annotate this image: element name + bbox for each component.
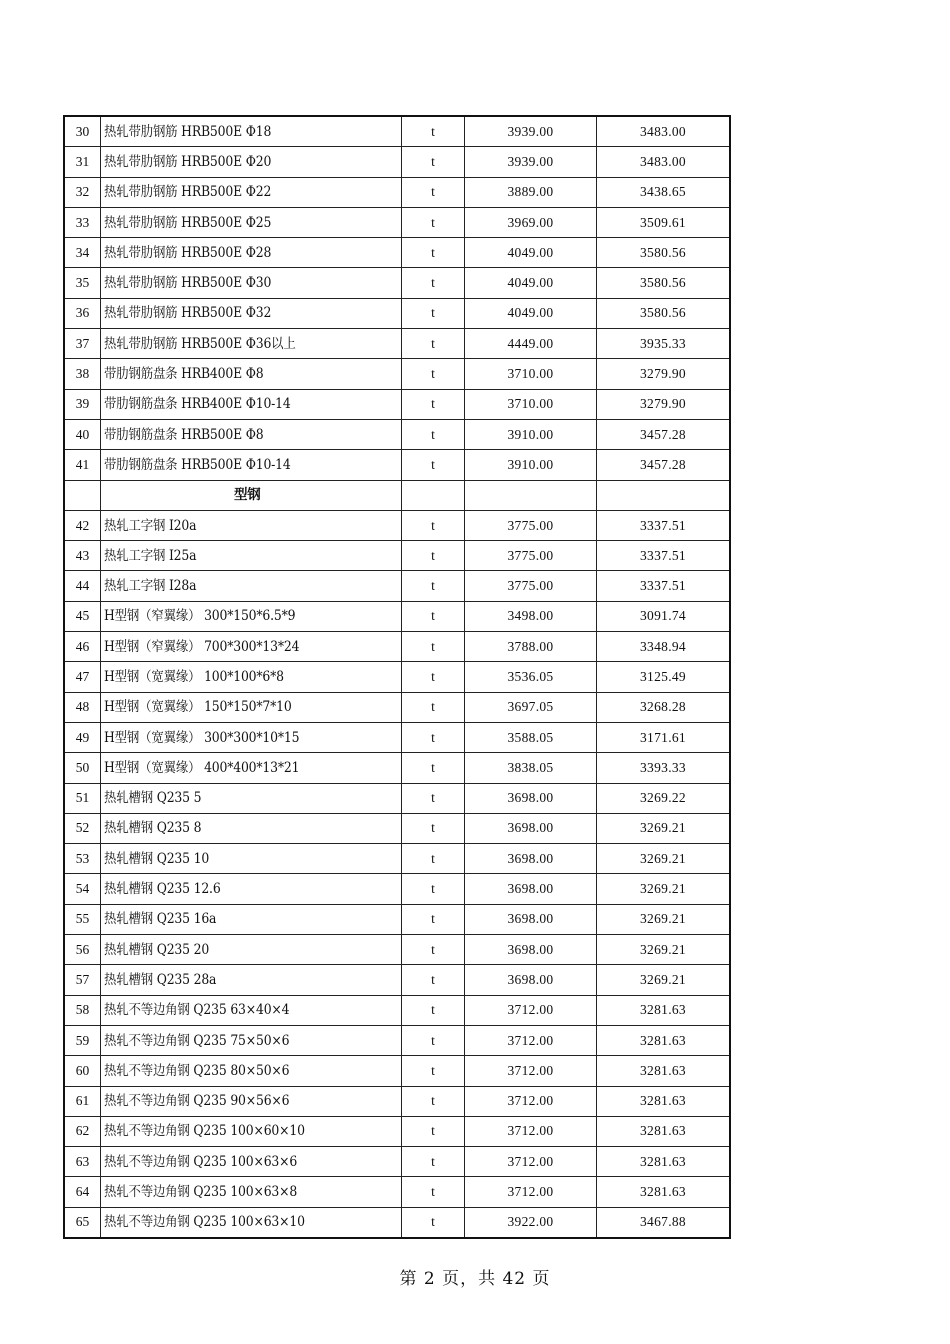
unit-cell: t [402, 844, 465, 874]
item-number-cell: 65 [64, 1207, 101, 1238]
item-name-cell [101, 177, 402, 207]
unit-cell: t [402, 268, 465, 298]
item-name-text: 热轧不等边角钢 Q235 90×56×6 [104, 1093, 290, 1110]
table-row [64, 177, 730, 207]
item-number-cell: 40 [64, 419, 101, 449]
table-row [64, 329, 730, 359]
price-tax-included-cell: 3698.00 [465, 874, 597, 904]
unit-cell: t [402, 662, 465, 692]
item-name-text: H型钢（窄翼缘） 300*150*6.5*9 [104, 608, 296, 625]
price-tax-excluded-cell: 3269.21 [597, 844, 731, 874]
item-number-cell: 33 [64, 207, 101, 237]
price-tax-excluded-cell: 3281.63 [597, 1177, 731, 1207]
item-name-text: 热轧不等边角钢 Q235 100×63×6 [104, 1153, 298, 1170]
item-number-cell: 59 [64, 1025, 101, 1055]
item-name-cell [101, 359, 402, 389]
item-name-cell [101, 389, 402, 419]
unit-cell: t [402, 450, 465, 480]
item-name-text: 热轧带肋钢筋 HRB500E Φ36以上 [104, 335, 296, 352]
item-name-cell [101, 874, 402, 904]
item-name-text: 热轧槽钢 Q235 10 [104, 850, 210, 867]
unit-cell: t [402, 632, 465, 662]
item-name-cell [101, 1086, 402, 1116]
item-name-cell [101, 813, 402, 843]
item-name-cell [101, 541, 402, 571]
item-name-text: H型钢（宽翼缘） 300*300*10*15 [104, 729, 300, 746]
price-tax-excluded-cell: 3269.21 [597, 965, 731, 995]
table-row [64, 207, 730, 237]
price-tax-included-cell: 3712.00 [465, 1177, 597, 1207]
item-name-cell [101, 1177, 402, 1207]
unit-cell: t [402, 1056, 465, 1086]
item-number-cell: 64 [64, 1177, 101, 1207]
item-number-cell: 50 [64, 753, 101, 783]
price-tax-included-cell: 3697.05 [465, 692, 597, 722]
table-row [64, 1147, 730, 1177]
table-row [64, 632, 730, 662]
item-name-text: 带肋钢筋盘条 HRB500E Φ8 [104, 426, 264, 443]
unit-cell: t [402, 1177, 465, 1207]
item-name-cell [101, 692, 402, 722]
table-row [64, 662, 730, 692]
unit-cell: t [402, 510, 465, 540]
item-name-cell [101, 298, 402, 328]
item-number-cell: 47 [64, 662, 101, 692]
price-tax-included-cell: 3922.00 [465, 1207, 597, 1238]
item-number-cell: 45 [64, 601, 101, 631]
price-tax-included-cell: 3775.00 [465, 571, 597, 601]
item-number-cell: 37 [64, 329, 101, 359]
table-row [64, 1177, 730, 1207]
price-tax-excluded-cell: 3269.21 [597, 874, 731, 904]
table-row [64, 389, 730, 419]
price-tax-included-cell: 3498.00 [465, 601, 597, 631]
table-row [64, 116, 730, 147]
unit-cell: t [402, 571, 465, 601]
price-tax-excluded-cell: 3935.33 [597, 329, 731, 359]
item-name-text: 热轧槽钢 Q235 16a [104, 911, 217, 928]
item-name-text: 带肋钢筋盘条 HRB500E Φ10-14 [104, 456, 291, 473]
item-number-cell: 61 [64, 1086, 101, 1116]
item-name-cell [101, 632, 402, 662]
table-row [64, 753, 730, 783]
item-name-cell [101, 268, 402, 298]
item-number-cell: 49 [64, 722, 101, 752]
price-tax-included-cell: 3698.00 [465, 813, 597, 843]
unit-cell: t [402, 1147, 465, 1177]
table-row [64, 1116, 730, 1146]
unit-cell: t [402, 1086, 465, 1116]
price-tax-excluded-cell: 3483.00 [597, 147, 731, 177]
unit-cell: t [402, 601, 465, 631]
price-tax-excluded-cell: 3580.56 [597, 268, 731, 298]
unit-cell: t [402, 147, 465, 177]
price-tax-included-cell: 4049.00 [465, 298, 597, 328]
price-tax-excluded-cell: 3580.56 [597, 298, 731, 328]
table-row [64, 298, 730, 328]
item-name-text: 热轧工字钢 I20a [104, 517, 197, 534]
unit-cell: t [402, 904, 465, 934]
table-row [64, 844, 730, 874]
item-name-text: H型钢（窄翼缘） 700*300*13*24 [104, 638, 300, 655]
unit-cell: t [402, 207, 465, 237]
item-name-cell [101, 844, 402, 874]
item-name-text: 热轧槽钢 Q235 20 [104, 941, 210, 958]
item-name-text: 带肋钢筋盘条 HRB400E Φ8 [104, 366, 264, 383]
price-tax-included-cell: 4049.00 [465, 268, 597, 298]
unit-cell: t [402, 298, 465, 328]
price-tax-excluded-cell: 3457.28 [597, 419, 731, 449]
unit-cell: t [402, 935, 465, 965]
unit-cell: t [402, 359, 465, 389]
table-row [64, 965, 730, 995]
table-row [64, 359, 730, 389]
item-number-cell: 62 [64, 1116, 101, 1146]
item-name-text: 热轧带肋钢筋 HRB500E Φ28 [104, 244, 272, 261]
item-name-text: 热轧带肋钢筋 HRB500E Φ20 [104, 153, 272, 170]
item-name-cell [101, 329, 402, 359]
table-row [64, 238, 730, 268]
table-row [64, 722, 730, 752]
item-number-cell: 42 [64, 510, 101, 540]
item-name-cell [101, 904, 402, 934]
table-row [64, 268, 730, 298]
item-number-cell [64, 480, 101, 510]
item-name-cell [101, 116, 402, 147]
price-tax-excluded-cell: 3281.63 [597, 995, 731, 1025]
price-tax-included-cell: 3788.00 [465, 632, 597, 662]
price-tax-included-cell: 3712.00 [465, 995, 597, 1025]
price-tax-included-cell: 3712.00 [465, 1086, 597, 1116]
page-footer: 第 2 页，共 42 页 [399, 1269, 551, 1289]
table-row [64, 935, 730, 965]
item-name-text: 热轧工字钢 I25a [104, 547, 197, 564]
price-tax-excluded-cell: 3269.21 [597, 813, 731, 843]
price-tax-excluded-cell: 3279.90 [597, 389, 731, 419]
item-number-cell: 36 [64, 298, 101, 328]
price-tax-included-cell [465, 480, 597, 510]
item-number-cell: 32 [64, 177, 101, 207]
table-row [64, 1025, 730, 1055]
price-tax-included-cell: 3969.00 [465, 207, 597, 237]
item-name-text: 热轧工字钢 I28a [104, 578, 197, 595]
price-tax-excluded-cell: 3281.63 [597, 1116, 731, 1146]
table-row [64, 450, 730, 480]
item-name-cell [101, 995, 402, 1025]
table-row [64, 692, 730, 722]
price-tax-included-cell: 3536.05 [465, 662, 597, 692]
price-tax-excluded-cell: 3337.51 [597, 571, 731, 601]
unit-cell: t [402, 874, 465, 904]
price-tax-excluded-cell: 3580.56 [597, 238, 731, 268]
table-row [64, 1056, 730, 1086]
item-number-cell: 38 [64, 359, 101, 389]
unit-cell: t [402, 1116, 465, 1146]
price-tax-included-cell: 3939.00 [465, 116, 597, 147]
price-tax-excluded-cell: 3269.21 [597, 904, 731, 934]
price-tax-included-cell: 3910.00 [465, 419, 597, 449]
item-name-cell [101, 1116, 402, 1146]
item-name-cell [101, 1025, 402, 1055]
unit-cell: t [402, 753, 465, 783]
unit-cell: t [402, 116, 465, 147]
item-name-text: 带肋钢筋盘条 HRB400E Φ10-14 [104, 396, 291, 413]
price-tax-included-cell: 3698.00 [465, 935, 597, 965]
unit-cell: t [402, 995, 465, 1025]
price-tax-excluded-cell: 3438.65 [597, 177, 731, 207]
table-row [64, 1207, 730, 1238]
price-tax-excluded-cell: 3281.63 [597, 1056, 731, 1086]
item-name-cell [101, 147, 402, 177]
item-number-cell: 43 [64, 541, 101, 571]
item-name-cell [101, 965, 402, 995]
unit-cell: t [402, 813, 465, 843]
item-name-cell [101, 450, 402, 480]
price-tax-excluded-cell: 3483.00 [597, 116, 731, 147]
table-row [64, 874, 730, 904]
unit-cell: t [402, 722, 465, 752]
item-number-cell: 53 [64, 844, 101, 874]
price-tax-included-cell: 3910.00 [465, 450, 597, 480]
price-tax-included-cell: 3775.00 [465, 541, 597, 571]
price-tax-excluded-cell: 3125.49 [597, 662, 731, 692]
price-tax-excluded-cell: 3337.51 [597, 510, 731, 540]
item-name-text: 热轧不等边角钢 Q235 100×63×8 [104, 1184, 298, 1201]
price-tax-included-cell: 3775.00 [465, 510, 597, 540]
unit-cell: t [402, 389, 465, 419]
price-tax-included-cell: 3939.00 [465, 147, 597, 177]
unit-cell: t [402, 238, 465, 268]
item-name-text: H型钢（宽翼缘） 150*150*7*10 [104, 699, 292, 716]
item-number-cell: 35 [64, 268, 101, 298]
price-tax-excluded-cell: 3171.61 [597, 722, 731, 752]
item-name-text: H型钢（宽翼缘） 400*400*13*21 [104, 759, 300, 776]
price-tax-included-cell: 3712.00 [465, 1025, 597, 1055]
unit-cell: t [402, 1025, 465, 1055]
price-tax-excluded-cell: 3281.63 [597, 1086, 731, 1116]
item-name-text: 热轧不等边角钢 Q235 80×50×6 [104, 1062, 290, 1079]
price-tax-excluded-cell: 3509.61 [597, 207, 731, 237]
item-number-cell: 58 [64, 995, 101, 1025]
table-row [64, 571, 730, 601]
item-name-text: 热轧槽钢 Q235 8 [104, 820, 202, 837]
item-name-text: 热轧不等边角钢 Q235 63×40×4 [104, 1002, 290, 1019]
price-tax-excluded-cell: 3268.28 [597, 692, 731, 722]
unit-cell: t [402, 783, 465, 813]
price-tax-excluded-cell [597, 480, 731, 510]
item-name-text: 热轧带肋钢筋 HRB500E Φ22 [104, 184, 272, 201]
table-row [64, 813, 730, 843]
table-row [64, 783, 730, 813]
item-name-cell [101, 510, 402, 540]
price-tax-included-cell: 3712.00 [465, 1147, 597, 1177]
item-name-text: 热轧不等边角钢 Q235 100×60×10 [104, 1123, 305, 1140]
item-name-cell [101, 935, 402, 965]
price-tax-excluded-cell: 3269.21 [597, 935, 731, 965]
section-header-row [64, 480, 730, 510]
item-name-text: 热轧带肋钢筋 HRB500E Φ32 [104, 305, 272, 322]
item-name-cell [101, 783, 402, 813]
unit-cell: t [402, 177, 465, 207]
item-number-cell: 52 [64, 813, 101, 843]
price-table [63, 115, 731, 1239]
item-name-cell [101, 238, 402, 268]
price-tax-included-cell: 3710.00 [465, 389, 597, 419]
item-number-cell: 51 [64, 783, 101, 813]
item-number-cell: 46 [64, 632, 101, 662]
item-name-text: 热轧不等边角钢 Q235 100×63×10 [104, 1214, 305, 1231]
item-number-cell: 57 [64, 965, 101, 995]
price-tax-included-cell: 3889.00 [465, 177, 597, 207]
price-tax-included-cell: 4449.00 [465, 329, 597, 359]
item-name-text: 热轧带肋钢筋 HRB500E Φ18 [104, 123, 272, 140]
table-row [64, 904, 730, 934]
item-name-text: 热轧带肋钢筋 HRB500E Φ25 [104, 214, 272, 231]
item-number-cell: 55 [64, 904, 101, 934]
price-tax-excluded-cell: 3337.51 [597, 541, 731, 571]
item-name-text: 热轧槽钢 Q235 5 [104, 790, 202, 807]
item-name-cell [101, 601, 402, 631]
table-row [64, 1086, 730, 1116]
price-tax-excluded-cell: 3091.74 [597, 601, 731, 631]
item-number-cell: 54 [64, 874, 101, 904]
price-tax-included-cell: 3838.05 [465, 753, 597, 783]
unit-cell: t [402, 965, 465, 995]
item-number-cell: 30 [64, 116, 101, 147]
table-row [64, 510, 730, 540]
price-tax-included-cell: 3712.00 [465, 1116, 597, 1146]
item-name-cell [101, 753, 402, 783]
price-tax-excluded-cell: 3467.88 [597, 1207, 731, 1238]
item-name-cell [101, 722, 402, 752]
unit-cell: t [402, 541, 465, 571]
item-name-cell [101, 1207, 402, 1238]
unit-cell: t [402, 692, 465, 722]
item-name-cell [101, 207, 402, 237]
item-number-cell: 44 [64, 571, 101, 601]
price-table-body [64, 116, 730, 1238]
unit-cell: t [402, 329, 465, 359]
item-name-cell [101, 1056, 402, 1086]
item-name-text: 热轧带肋钢筋 HRB500E Φ30 [104, 275, 272, 292]
unit-cell [402, 480, 465, 510]
table-row [64, 419, 730, 449]
table-row [64, 147, 730, 177]
item-name-cell [101, 419, 402, 449]
table-row [64, 601, 730, 631]
item-name-cell [101, 662, 402, 692]
price-tax-included-cell: 3698.00 [465, 965, 597, 995]
price-tax-included-cell: 3710.00 [465, 359, 597, 389]
price-tax-excluded-cell: 3281.63 [597, 1025, 731, 1055]
item-number-cell: 60 [64, 1056, 101, 1086]
price-tax-excluded-cell: 3457.28 [597, 450, 731, 480]
item-number-cell: 63 [64, 1147, 101, 1177]
table-row [64, 541, 730, 571]
item-name-cell [101, 571, 402, 601]
item-number-cell: 41 [64, 450, 101, 480]
item-number-cell: 48 [64, 692, 101, 722]
item-name-text: 热轧槽钢 Q235 12.6 [104, 881, 221, 898]
item-name-text: 热轧槽钢 Q235 28a [104, 971, 217, 988]
price-tax-excluded-cell: 3269.22 [597, 783, 731, 813]
item-number-cell: 39 [64, 389, 101, 419]
unit-cell: t [402, 1207, 465, 1238]
item-name-text: H型钢（宽翼缘） 100*100*6*8 [104, 668, 284, 685]
price-tax-excluded-cell: 3279.90 [597, 359, 731, 389]
price-tax-excluded-cell: 3348.94 [597, 632, 731, 662]
item-name-text: 热轧不等边角钢 Q235 75×50×6 [104, 1032, 290, 1049]
price-tax-included-cell: 3588.05 [465, 722, 597, 752]
item-number-cell: 34 [64, 238, 101, 268]
table-row [64, 995, 730, 1025]
item-number-cell: 31 [64, 147, 101, 177]
price-tax-excluded-cell: 3393.33 [597, 753, 731, 783]
item-name-cell: 型钢 [101, 480, 402, 510]
price-tax-included-cell: 3698.00 [465, 904, 597, 934]
price-tax-excluded-cell: 3281.63 [597, 1147, 731, 1177]
unit-cell: t [402, 419, 465, 449]
price-tax-included-cell: 4049.00 [465, 238, 597, 268]
item-name-cell [101, 1147, 402, 1177]
price-tax-included-cell: 3712.00 [465, 1056, 597, 1086]
item-number-cell: 56 [64, 935, 101, 965]
price-tax-included-cell: 3698.00 [465, 783, 597, 813]
price-tax-included-cell: 3698.00 [465, 844, 597, 874]
